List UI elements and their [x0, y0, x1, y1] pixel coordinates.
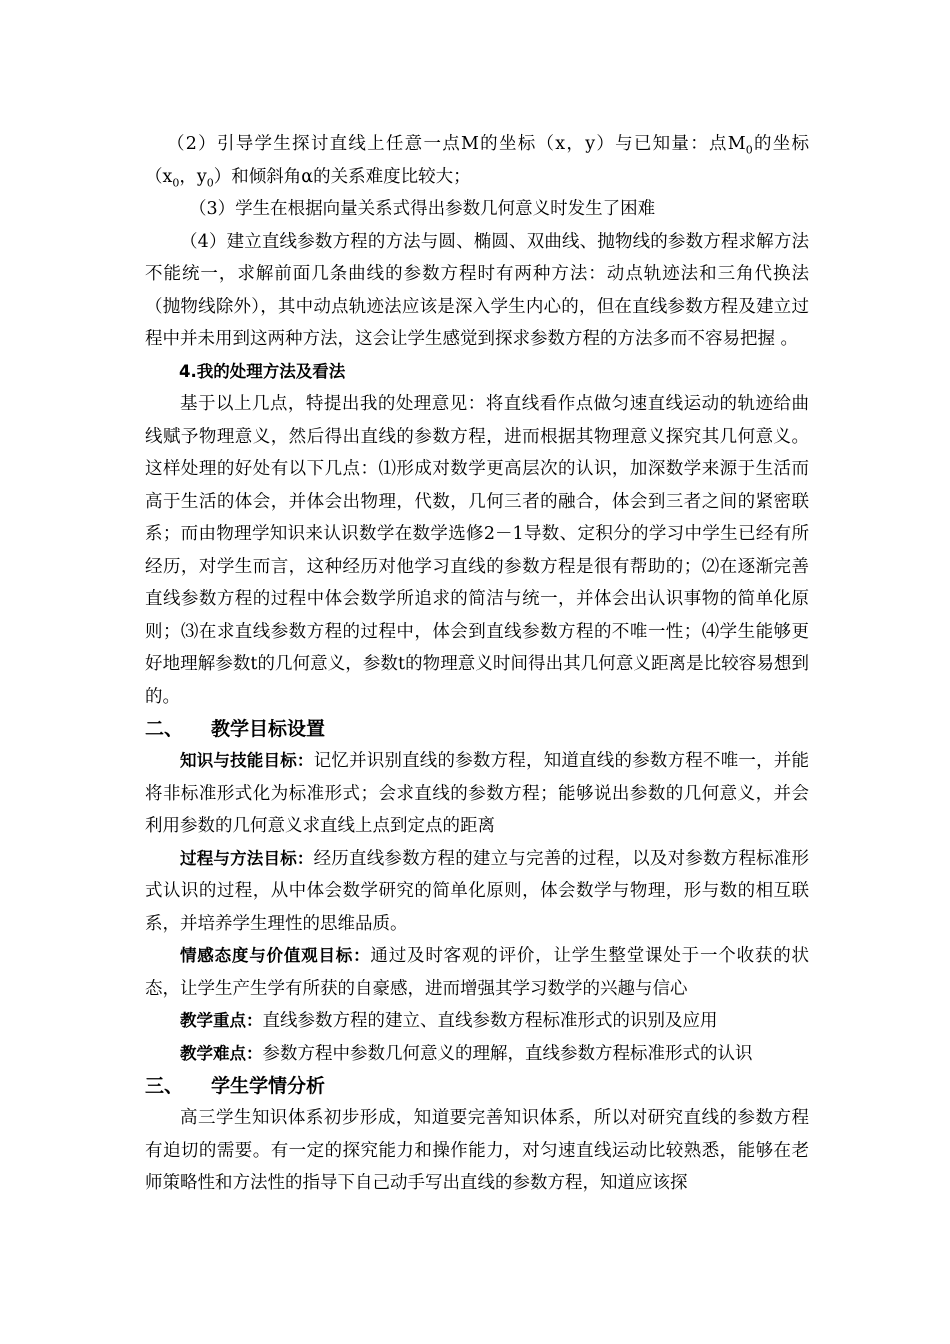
difficulty-item-4: （4）建立直线参数方程的方法与圆、椭圆、双曲线、抛物线的参数方程求解方法不能统一，求解前面几条曲线的参数方程时有两种方法：动点轨迹法和三角代换法（抛物线除外），其中动点轨迹法应该是深入学生内心的，但在直线参数方程及建立过程中并未用到这两种方法，这会让学生感觉到探求参数方程的方法多而不容易把握 。 [145, 231, 809, 349]
key-text: 直线参数方程的建立、直线参数方程标准形式的识别及应用 [262, 1011, 718, 1031]
goal-label: 过程与方法目标： [180, 848, 314, 868]
section-number: 二、 [145, 718, 184, 740]
subscript-0: 0 [206, 176, 214, 189]
teaching-key-point [145, 1005, 809, 1038]
goal-knowledge [145, 745, 809, 843]
goal-text: 通过及时客观的评价，让学生整堂课处于一个收获的状态，让学生产生学有所获的自豪感，进而增强其学习数学的兴趣与信心 [145, 946, 810, 999]
section-number: 三、 [145, 1075, 184, 1097]
goal-emotion [145, 940, 809, 1005]
student-analysis-body: 高三学生知识体系初步形成，知道要完善知识体系，所以对研究直线的参数方程有迫切的需要。有一定的探究能力和操作能力，对匀速直线运动比较熟悉，能够在老师策略性和方法性的指导下自己动手写出直线的参数方程，知道应该探 [145, 1108, 809, 1193]
difficulty-text: 参数方程中参数几何意义的理解，直线参数方程标准形式的认识 [262, 1043, 753, 1064]
difficulty-item-2 [145, 128, 809, 193]
goal-process [145, 843, 809, 941]
goal-text: 经历直线参数方程的建立与完善的过程，以及对参数方程标准形式认识的过程，从中体会数学研究的简单化原则，体会数学与物理，形与数的相互联系，并培养学生理性的思维品质。 [145, 848, 810, 934]
section-heading-3 [145, 1070, 809, 1102]
document-page [145, 128, 809, 1200]
difficulty-label: 教学难点： [180, 1043, 263, 1063]
key-label: 教学重点： [180, 1011, 263, 1030]
item2-text-c: ，y [179, 166, 207, 187]
subscript-0: 0 [172, 176, 180, 189]
subsection-title-4: 4.我的处理方法及看法 [179, 361, 346, 381]
goal-label: 知识与技能目标： [180, 751, 314, 770]
goal-text: 记忆并识别直线的参数方程，知道直线的参数方程不唯一，并能将非标准形式化为标准形式；会求直线的参数方程；能够说出参数的几何意义，并会利用参数的几何意义求直线上点到定点的距离 [145, 751, 810, 836]
subscript-0: 0 [745, 143, 753, 157]
item2-text-b: 的坐标（x [145, 134, 810, 187]
goal-label: 情感态度与价值观目标： [180, 946, 371, 965]
section-title: 学生学情分析 [211, 1075, 326, 1097]
section-heading-2 [145, 713, 809, 745]
teaching-difficulty [145, 1038, 809, 1071]
difficulty-item-3: （3）学生在根据向量关系式得出参数几何意义时发生了困难 [189, 199, 656, 219]
item2-text-d: ）和倾斜角α的关系难度比较大； [213, 166, 471, 187]
item2-text-a: （2）引导学生探讨直线上任意一点M的坐标（x，y）与已知量：点M [167, 134, 746, 154]
section-title: 教学目标设置 [211, 718, 326, 740]
subsection-body-4: 基于以上几点，特提出我的处理意见：将直线看作点做匀速直线运动的轨迹给曲线赋予物理意义，然后得出直线的参数方程，进而根据其物理意义探究其几何意义。这样处理的好处有以下几点：⑴形成对数学更高层次的认识，加深数学来源于生活而高于生活的体会，并体会出物理，代数，几何三者的融合，体会到三者之间的紧密联系；而由物理学知识来认识数学在数学选修2－1导数、定积分的学习中学生已经有所经历，对学生而言，这种经历对他学习直线的参数方程是很有帮助的；⑵在逐渐完善直线参数方程的过程中体会数学所追求的简洁与统一，并体会出认识事物的简单化原则；⑶在求直线参数方程的过程中，体会到直线参数方程的不唯一性；⑷学生能够更好地理解参数t的几何意义，参数t的物理意义时间得出其几何意义距离是比较容易想到的。 [145, 394, 809, 707]
